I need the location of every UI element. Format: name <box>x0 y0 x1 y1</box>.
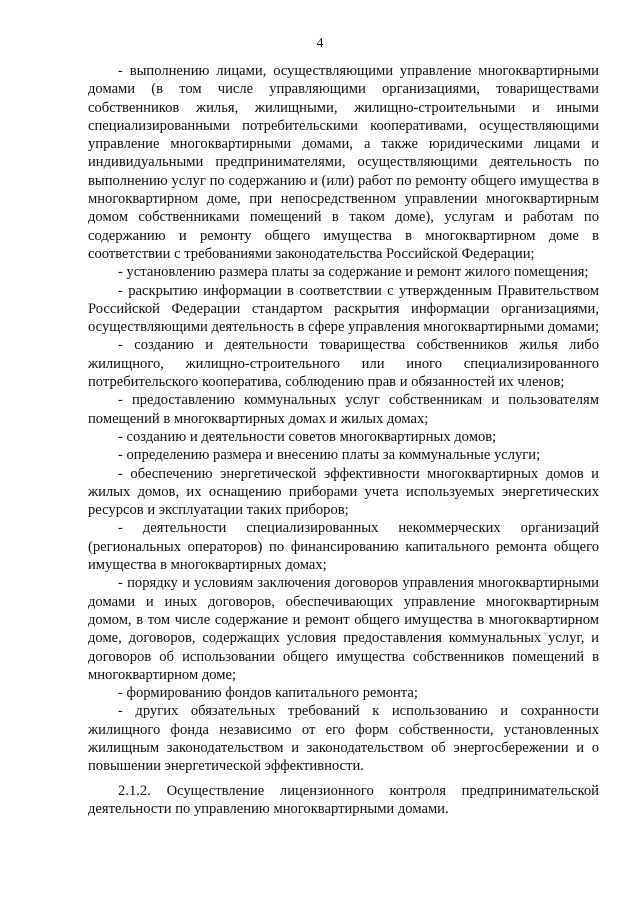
list-item-management-services: - выполнению лицами, осуществляющими управление многоквартирными домами (в том числе управляющими организациями, товариществами собственников жилья, жилищными, жилищно-строительными и иными специализированными потребительскими кооперативами, осуществляющими управление многоквартирными домами, а также юридическими лицами и индивидуальными предпринимателями, осуществляющими деятельность по выполнению услуг по содержанию и (или) работ по ремонту общего имущества в многоквартирном доме, при непосредственном управлении многоквартирным домом собственниками помещений в таком доме), услугам и работам по содержанию и ремонту общего имущества в многоквартирном доме в соответствии с требованиями законодательства Российской Федерации; <box>88 63 599 262</box>
list-item-utility-payment: - определению размера и внесению платы за коммунальные услуги; <box>118 447 541 464</box>
list-item-hoa-creation: - созданию и деятельности товарищества собственников жилья либо жилищного, жилищно-строительного или иного специализированного потребительского кооператива, соблюдению прав и обязанностей их членов; <box>88 337 599 391</box>
section-2-1-2: 2.1.2. Осуществление лицензионного контроля предпринимательской деятельности по управлению многоквартирными домами. <box>88 782 599 817</box>
list-item-payment-size: - установлению размера платы за содержание и ремонт жилого помещения; <box>118 264 589 281</box>
list-item-utility-services: - предоставлению коммунальных услуг собственникам и пользователям помещений в многоквартирных домах и жилых домах; <box>88 392 599 427</box>
list-item-repair-funds: - формированию фондов капитального ремонта; <box>118 685 418 702</box>
list-item-energy-efficiency: - обеспечению энергетической эффективности многоквартирных домов и жилых домов, их оснащению приборами учета используемых энергетических ресурсов и эксплуатации таких приборов; <box>88 465 599 519</box>
list-item-regional-operators: - деятельности специализированных некоммерческих организаций (региональных операторов) по финансированию капитального ремонта общего имущества в многоквартирных домах; <box>88 520 599 574</box>
list-item-management-contracts: - порядку и условиям заключения договоров управления многоквартирными домами и иных договоров, обеспечивающих управление многоквартирным домом, в том числе содержание и ремонт общего имущества в многоквартирном доме, договоров, содержащих условия предоставления коммунальных услуг, и договоров об использовании общего имущества собственников помещений в многоквартирном доме; <box>88 575 599 683</box>
list-item-other-requirements: - других обязательных требований к использованию и сохранности жилищного фонда независимо от его форм собственности, установленных жилищным законодательством и законодательством об энергосбережении и о повышении энергетической эффективности. <box>88 703 599 775</box>
list-item-building-councils: - созданию и деятельности советов многоквартирных домов; <box>118 428 497 445</box>
page-number: 4 <box>316 36 324 51</box>
document-body <box>88 62 599 818</box>
list-item-information-disclosure: - раскрытию информации в соответствии с утвержденным Правительством Российской Федерации стандартом раскрытия информации организациями, осуществляющими деятельность в сфере управления многоквартирными домами; <box>88 282 600 336</box>
